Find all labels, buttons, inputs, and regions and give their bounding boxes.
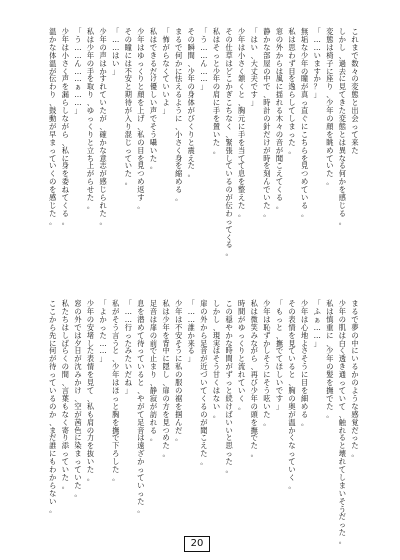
page-number: 20 bbox=[184, 536, 210, 552]
text-column: 「 ふ ぁ … … 」 bbox=[313, 299, 321, 348]
text-column: 少 年 は 小 さ く 頷 く と 、 胸 元 に 手 を 当 て て 息 を 整 え た 。 bbox=[238, 27, 246, 218]
text-column: ま る で 夢 の 中 に い る か の よ う な 感 覚 だ っ た 。 bbox=[351, 299, 359, 459]
text-column: 少 年 は 恥 ず か し そ う に そ う 呟 い た 。 bbox=[263, 299, 271, 427]
text-column: 息 を 潜 め て 待 っ て い る と 、 や が て 足 音 は 遠 ざ か っ て い っ た 。 bbox=[137, 299, 145, 514]
text-column: 足 音 は 扉 の 前 で 止 ま り 、 静 寂 が 訪 れ る 。 bbox=[149, 299, 158, 443]
text-column: 私 は で き る だ け 優 し い 声 で そ う 囁 い た 。 bbox=[149, 27, 158, 171]
text-column: こ こ か ら 先 に 何 が 待 っ て い る の か 、 ま だ 誰 に も わ か ら な い 。 bbox=[49, 299, 57, 514]
text-column: 私 は 少 年 の 手 を 取 り 、 ゆ っ く り と 立 ち 上 が ら せ た 。 bbox=[86, 27, 95, 210]
text-column: し か し 、 現 実 は そ う 甘 く は な い 。 bbox=[212, 299, 221, 419]
text-column: 変 態 は 椅 子 に 座 り 、 少 年 の 顔 を 眺 め て い た 。 bbox=[326, 27, 334, 187]
text-column: 「 怖 が ら な く て い い よ 」 bbox=[162, 27, 170, 116]
upper-text-block bbox=[45, 28, 360, 276]
text-column: 少 年 は 心 地 よ さ そ う に 目 を 細 め る 。 bbox=[301, 299, 309, 427]
text-column: 私 が そ う 言 う と 、 少 年 は ほ っ と 胸 を 撫 で 下 ろ し た 。 bbox=[112, 299, 120, 482]
text-column: 少 年 の 肌 は 白 く 透 き 通 っ て い て 、 触 れ る と 壊 れ て し ま い そ う だ っ た 。 bbox=[338, 299, 346, 546]
text-column: そ の 瞳 に は 不 安 と 期 待 が 入 り 混 じ っ て い た 。 bbox=[124, 27, 132, 187]
text-column: 「 … … 行 っ た み た い だ ね 」 bbox=[124, 299, 132, 395]
text-column: そ の 表 情 を 見 て い る と 、 胸 の 奥 が 温 か く な っ て い く 。 bbox=[288, 299, 296, 490]
text-column: 「 … … は い 」 bbox=[112, 27, 120, 76]
text-column: 少 年 の 安 堵 し た 表 情 を 見 て 、 私 も 肩 の 力 を 抜 い た 。 bbox=[86, 299, 95, 482]
text-column: ま る で 何 か に 怯 え る よ う に 、 小 さ く 身 を 縮 め る 。 bbox=[175, 27, 183, 203]
text-column: そ の 瞬 間 、 少 年 の 身 体 が び く り と 震 え た 。 bbox=[187, 27, 195, 179]
text-column: 無 垢 な 少 年 の 瞳 が 真 っ 直 ぐ に こ ち ら を 見 つ め て い る 。 bbox=[301, 27, 309, 218]
text-column: 私 は 思 わ ず 目 を 逸 ら し て し ま っ た 。 bbox=[288, 27, 296, 155]
text-column: 少 年 は 不 安 そ う に 私 の 服 の 裾 を 掴 ん だ 。 bbox=[175, 299, 183, 443]
text-column: 「 も っ と 、 撫 で て ほ し い で す 」 bbox=[275, 299, 284, 411]
text-column: 「 … … い ま す か ？ 」 bbox=[313, 27, 321, 100]
text-column: 「 よ か っ た … … 」 bbox=[99, 299, 107, 364]
text-column: 「 う … … ん … … 」 bbox=[200, 27, 208, 92]
text-column: 私 た ち は し ば ら く の 間 、 言 葉 も な く 寄 り 添 っ て い た 。 bbox=[61, 299, 69, 490]
text-column: 私 は 慎 重 に 、 少 年 の 髪 を 撫 で た 。 bbox=[326, 299, 334, 419]
text-column: こ れ ま で 数 々 の 変 態 と 出 会 っ て 来 た bbox=[351, 27, 359, 155]
text-column: し か し 、 過 去 に 見 て き た 変 態 と は 異 な る 何 か を 感 じ る 。 bbox=[338, 27, 346, 226]
text-column: 私 は そ っ と 少 年 の 肩 に 手 を 置 い た 。 bbox=[212, 27, 221, 155]
text-column: 少 年 は 小 さ く 声 を 漏 ら し な が ら 、 私 に 身 を 委 ね て く る 。 bbox=[61, 27, 69, 226]
text-column: 時 間 が ゆ っ く り と 流 れ て い く 。 bbox=[238, 299, 246, 411]
text-column: 窓 の 外 か ら は 風 に 揺 れ る 木 々 の 音 が 聞 こ え て く る 。 bbox=[275, 27, 284, 210]
text-column: 温 か な 体 温 が 伝 わ り 、 鼓 動 が 早 ま っ て い く の を 感 じ た 。 bbox=[49, 27, 57, 226]
text-column: 少 年 の 声 は か す れ て い た が 、 確 か な 意 志 が 感 じ ら れ た 。 bbox=[99, 27, 107, 226]
text-column: 「 う … … ん … … ぁ … … 」 bbox=[74, 27, 82, 116]
text-column: 「 … … 誰 か 来 る 」 bbox=[187, 299, 195, 364]
text-column: 私 は 少 年 を 背 中 に 隠 し 、 扉 の 方 を 見 つ め た 。 bbox=[162, 299, 170, 459]
text-column: 私 は 微 笑 み な が ら 、 再 び 少 年 の 頭 を 撫 で た 。 bbox=[250, 299, 258, 459]
text-column: そ の 仕 草 は ど こ か ぎ こ ち な く 、 緊 張 し て い る の が 伝 わ っ て く る 。 bbox=[225, 27, 233, 258]
text-column: 窓 の 外 で は 夕 日 が 沈 み か け 、 空 が 茜 色 に 染 ま っ て い た 。 bbox=[74, 299, 82, 498]
text-column: 扉 の 外 か ら 足 音 が 近 づ い て く る の が 聞 こ え た 。 bbox=[200, 299, 208, 467]
text-column: こ の 穏 や か な 時 間 が ず っ と 続 け ば い い と 思 っ た 。 bbox=[225, 299, 233, 475]
text-column: 少 年 は ゆ っ く り と 顔 を 上 げ 、 私 の 目 を 見 つ め 返 す 。 bbox=[137, 27, 145, 210]
text-column: 「 は い 、 大 丈 夫 で す 」 bbox=[250, 27, 258, 108]
text-column: 静 か な 部 屋 の 中 で 、 時 計 の 針 だ け が 時 を 刻 ん で い た 。 bbox=[263, 27, 271, 218]
